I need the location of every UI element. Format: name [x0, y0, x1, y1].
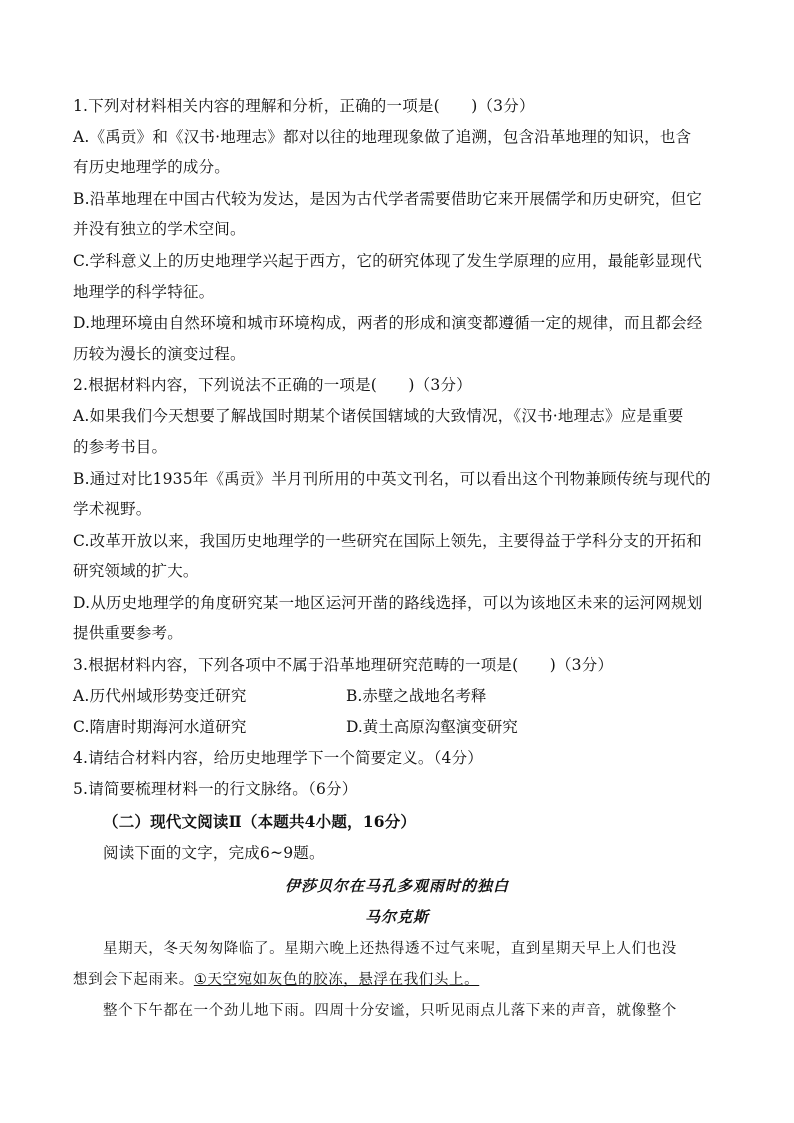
q2-option-d-line1: D.从历史地理学的角度研究某一地区运河开凿的路线选择，可以为该地区未来的运河网规划: [73, 594, 703, 612]
q2-option-d-line2: 提供重要参考。: [73, 624, 183, 642]
story-paragraph-2-line1: 整个下午都在一个劲儿地下雨。四周十分安谧，只听见雨点儿落下来的声音，就像整个: [103, 1003, 677, 1019]
q2-option-a-line2: 的参考书目。: [73, 438, 168, 456]
q3-stem: 3.根据材料内容，下列各项中不属于沿革地理研究范畴的一项是( )（3分）: [73, 656, 614, 674]
q1-option-b-line1: B.沿革地理在中国古代较为发达，是因为古代学者需要借助它来开展儒学和历史研究，但它: [73, 190, 703, 208]
q1-option-d-line2: 历较为漫长的演变过程。: [73, 345, 246, 363]
q3-option-c: C.隋唐时期海河水道研究: [73, 718, 247, 736]
q5-stem: 5.请简要梳理材料一的行文脉络。（6分）: [73, 780, 358, 798]
q2-option-c-line1: C.改革开放以来，我国历史地理学的一些研究在国际上领先，主要得益于学科分支的开拓和: [73, 532, 702, 550]
q1-option-d-line1: D.地理环境由自然环境和城市环境构成，两者的形成和演变都遵循一定的规律，而且都会经: [73, 314, 703, 332]
section-heading: （二）现代文阅读Ⅱ（本题共4小题，16分）: [103, 812, 417, 831]
q2-option-c-line2: 研究领域的扩大。: [73, 562, 199, 580]
q2-option-b-line1: B.通过对比1935年《禹贡》半月刊所用的中英文刊名，可以看出这个刊物兼顾传统与现代的: [73, 470, 711, 488]
story-title: 伊莎贝尔在马孔多观雨时的独白: [284, 877, 509, 895]
q3-option-b: B.赤壁之战地名考释: [346, 687, 487, 705]
q1-option-a-line2: 有历史地理学的成分。: [73, 158, 231, 176]
story-paragraph-1-line1: 星期天，冬天匆匆降临了。星期六晚上还热得透不过气来呢，直到星期天早上人们也没: [103, 941, 677, 957]
story-text: 想到会下起雨来。: [73, 972, 194, 988]
story-paragraph-1-line2: [73, 970, 479, 990]
q2-option-b-line2: 学术视野。: [73, 500, 152, 518]
q1-option-c-line2: 地理学的科学特征。: [73, 283, 215, 301]
q1-option-a-line1: A.《禹贡》和《汉书·地理志》都对以往的地理现象做了追溯，包含沿革地理的知识，也含: [73, 128, 692, 146]
q2-option-a-line1: A.如果我们今天想要了解战国时期某个诸侯国辖域的大致情况，《汉书·地理志》应是重要: [73, 407, 684, 425]
q3-option-a: A.历代州域形势变迁研究: [73, 687, 247, 705]
q3-option-d: D.黄土高原沟壑演变研究: [346, 718, 518, 736]
q1-option-c-line1: C.学科意义上的历史地理学兴起于西方，它的研究体现了发生学原理的应用，最能彰显现代: [73, 252, 702, 270]
q2-stem: 2.根据材料内容，下列说法不正确的一项是( )（3分）: [73, 376, 472, 394]
underlined-sentence-1: ①天空宛如灰色的胶冻，悬浮在我们头上。: [193, 972, 480, 988]
reading-instruction: 阅读下面的文字，完成6~9题。: [103, 844, 325, 862]
q4-stem: 4.请结合材料内容，给历史地理学下一个简要定义。（4分）: [73, 749, 484, 767]
q1-stem: 1.下列对材料相关内容的理解和分析，正确的一项是( )（3分）: [73, 97, 535, 115]
story-author: 马尔克斯: [364, 908, 429, 926]
q1-option-b-line2: 并没有独立的学术空间。: [73, 220, 246, 238]
